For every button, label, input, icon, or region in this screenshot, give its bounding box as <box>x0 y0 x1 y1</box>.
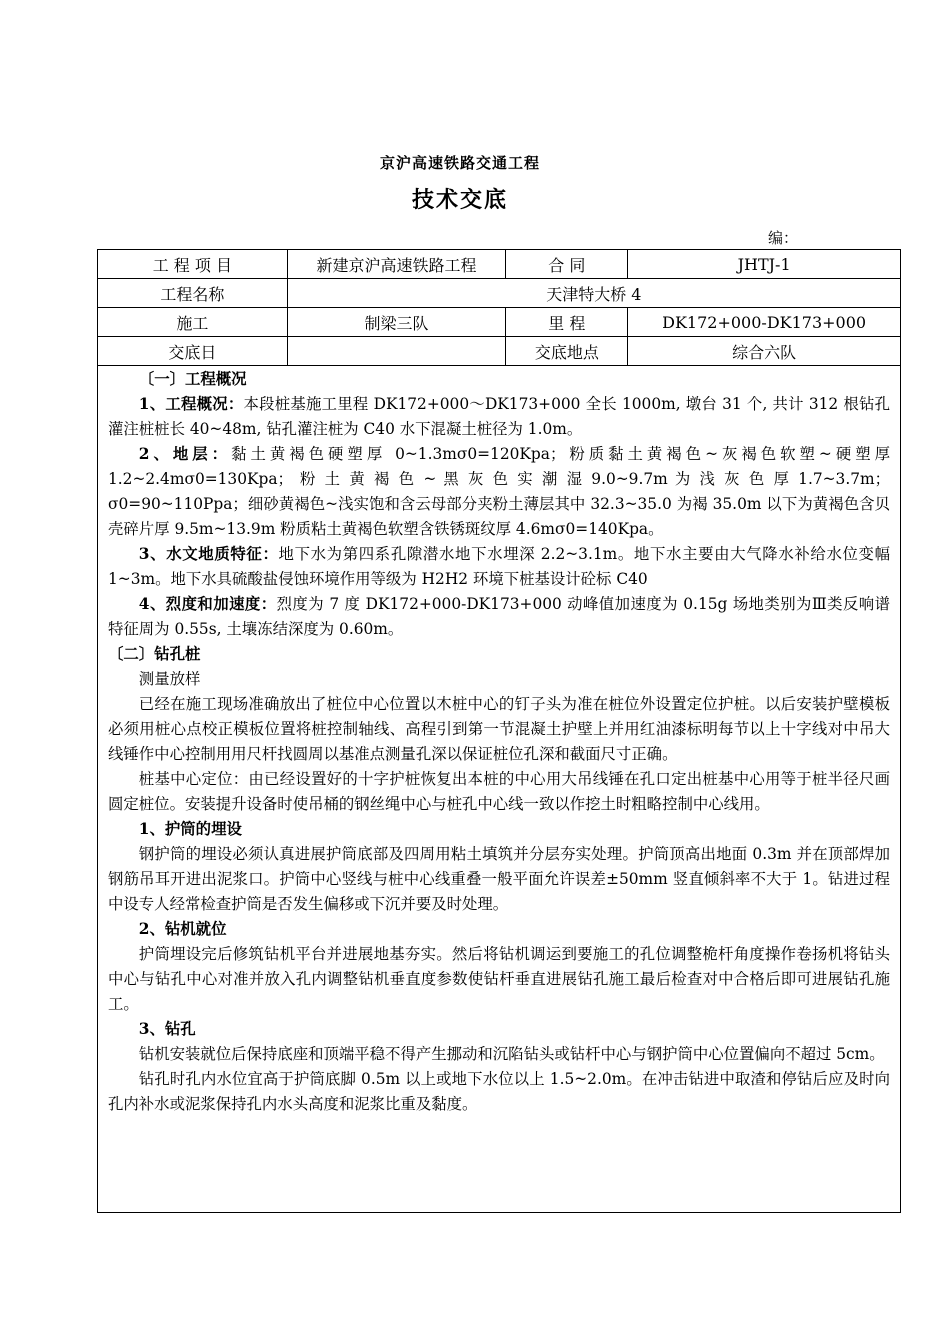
content-body <box>108 367 890 1117</box>
content-box <box>97 365 901 1213</box>
subheading-rig-positioning: 2、钻机就位 <box>138 920 227 938</box>
subheading-survey: 测量放样 <box>138 670 201 688</box>
project-item-label: 工 程 项 目 <box>98 250 288 279</box>
table-row <box>98 250 901 279</box>
paragraph-text: 本段桩基施工里程 DK172+000～DK173+000 全长 1000m, 墩台 31 个, 共计 312 根钻孔灌注桩桩长 40~48m, 钻孔灌注桩为 C40 水下混凝土桩径为 1.0m。 <box>108 395 890 438</box>
paragraph-overview <box>108 392 890 442</box>
paragraph-hydrogeology <box>108 542 890 592</box>
document-title: 技术交底 <box>411 187 508 213</box>
project-name-value: 天津特大桥 4 <box>287 279 900 308</box>
location-label: 交底地点 <box>506 337 628 366</box>
project-info-table <box>97 249 901 366</box>
construction-label: 施工 <box>98 308 288 337</box>
date-value <box>287 337 506 366</box>
date-label: 交底日 <box>98 337 288 366</box>
paragraph-text: 黏土黄褐色硬塑厚 0~1.3mσ0=120Kpa；粉质黏土黄褐色~灰褐色软塑~硬塑厚 1.2~2.4mσ0=130Kpa； 粉 土 黄 褐 色 ~ 黑 灰 色 实 潮 湿 9.0~9.7m 为 浅 灰 色 厚 1.7~3.7m；σ0=90~110Ppa；细砂黄褐色~浅实饱和含云母部分夹粉土薄层其中 32.3~35.0 为褐 35.0m 以下为黄褐色含贝壳碎片厚 9.5m~13.9m 粉质粘土黄褐色软塑含铁锈斑纹厚 4.6mσ0=140Kpa。 <box>108 445 890 538</box>
location-value: 综合六队 <box>628 337 901 366</box>
paragraph-text: 烈度为 7 度 DK172+000-DK173+000 动峰值加速度为 0.15g 场地类别为Ⅲ类反响谱特征周为 0.55s, 土壤冻结深度为 0.60m。 <box>108 595 890 638</box>
paragraph-label: 1、工程概况： <box>138 395 244 413</box>
table-row <box>98 308 901 337</box>
paragraph-casing: 钢护筒的埋设必须认真进展护筒底部及四周用粘土填筑并分层夯实处理。护筒顶高出地面 0.3m 并在顶部焊加钢筋吊耳开进出泥浆口。护筒中心竖线与桩中心线重叠一般平面允许误差±50mm 竖直倾斜率不大于 1。钻进过程中设专人经常检查护筒是否发生偏移或下沉并要及时处理。 <box>108 845 890 913</box>
paragraph-drilling-2: 钻孔时孔内水位宜高于护筒底脚 0.5m 以上或地下水位以上 1.5~2.0m。在冲击钻进中取渣和停钻后应及时向孔内补水或泥浆保持孔内水头高度和泥浆比重及黏度。 <box>108 1070 890 1113</box>
subheading-casing: 1、护筒的埋设 <box>138 820 242 838</box>
project-item-value: 新建京沪高速铁路工程 <box>287 250 506 279</box>
paragraph-survey-1: 已经在施工现场准确放出了桩位中心位置以木桩中心的钉子头为准在桩位外设置定位护桩。以后安装护壁模板必须用桩心点校正模板位置将桩控制轴线、高程引到第一节混凝土护壁上并用红油漆标明每节以上十字线对中吊大线锤作中心控制用用尺杆找圆周以基准点测量孔深以保证桩位孔深和截面尺寸正确。 <box>108 695 890 763</box>
table-row <box>98 279 901 308</box>
contract-value: JHTJ-1 <box>628 250 901 279</box>
paragraph-text: 地下水为第四系孔隙潜水地下水埋深 2.2~3.1m。地下水主要由大气降水补给水位变幅 1~3m。地下水具硫酸盐侵蚀环境作用等级为 H2H2 环境下桩基设计砼标 C40 <box>108 545 890 588</box>
paragraph-seismic <box>108 592 890 642</box>
construction-value: 制梁三队 <box>287 308 506 337</box>
section-heading-bored-pile: 〔二〕钻孔桩 <box>108 645 201 663</box>
project-name-label: 工程名称 <box>98 279 288 308</box>
mileage-label: 里 程 <box>506 308 628 337</box>
paragraph-label: 4、烈度和加速度： <box>138 595 277 613</box>
paragraph-survey-2: 桩基中心定位：由已经设置好的十字护桩恢复出本桩的中心用大吊线锤在孔口定出桩基中心用等于桩半径尺画圆定桩位。安装提升设备时使吊桶的钢丝绳中心与桩孔中心线一致以作挖土时粗略控制中心线用。 <box>108 770 890 813</box>
mileage-value: DK172+000-DK173+000 <box>628 308 901 337</box>
editor-label: 编： <box>768 229 799 247</box>
paragraph-rig-positioning: 护筒埋设完后修筑钻机平台并进展地基夯实。然后将钻机调运到要施工的孔位调整桅杆角度操作卷扬机将钻头中心与钻孔中心对准并放入孔内调整钻机垂直度参数使钻杆垂直进展钻孔施工最后检查对中合格后即可进展钻孔施工。 <box>108 945 890 1013</box>
table-row <box>98 337 901 366</box>
paragraph-label: 2、地层： <box>138 445 232 463</box>
contract-label: 合 同 <box>506 250 628 279</box>
paragraph-strata <box>108 442 890 542</box>
section-heading-overview: 〔一〕工程概况 <box>138 370 247 388</box>
paragraph-label: 3、水文地质特征： <box>138 545 279 563</box>
document-subtitle: 京沪高速铁路交通工程 <box>379 154 540 172</box>
paragraph-drilling-1: 钻机安装就位后保持底座和顶端平稳不得产生挪动和沉陷钻头或钻杆中心与钢护筒中心位置偏向不超过 5cm。 <box>138 1045 885 1063</box>
subheading-drilling: 3、钻孔 <box>138 1020 196 1038</box>
